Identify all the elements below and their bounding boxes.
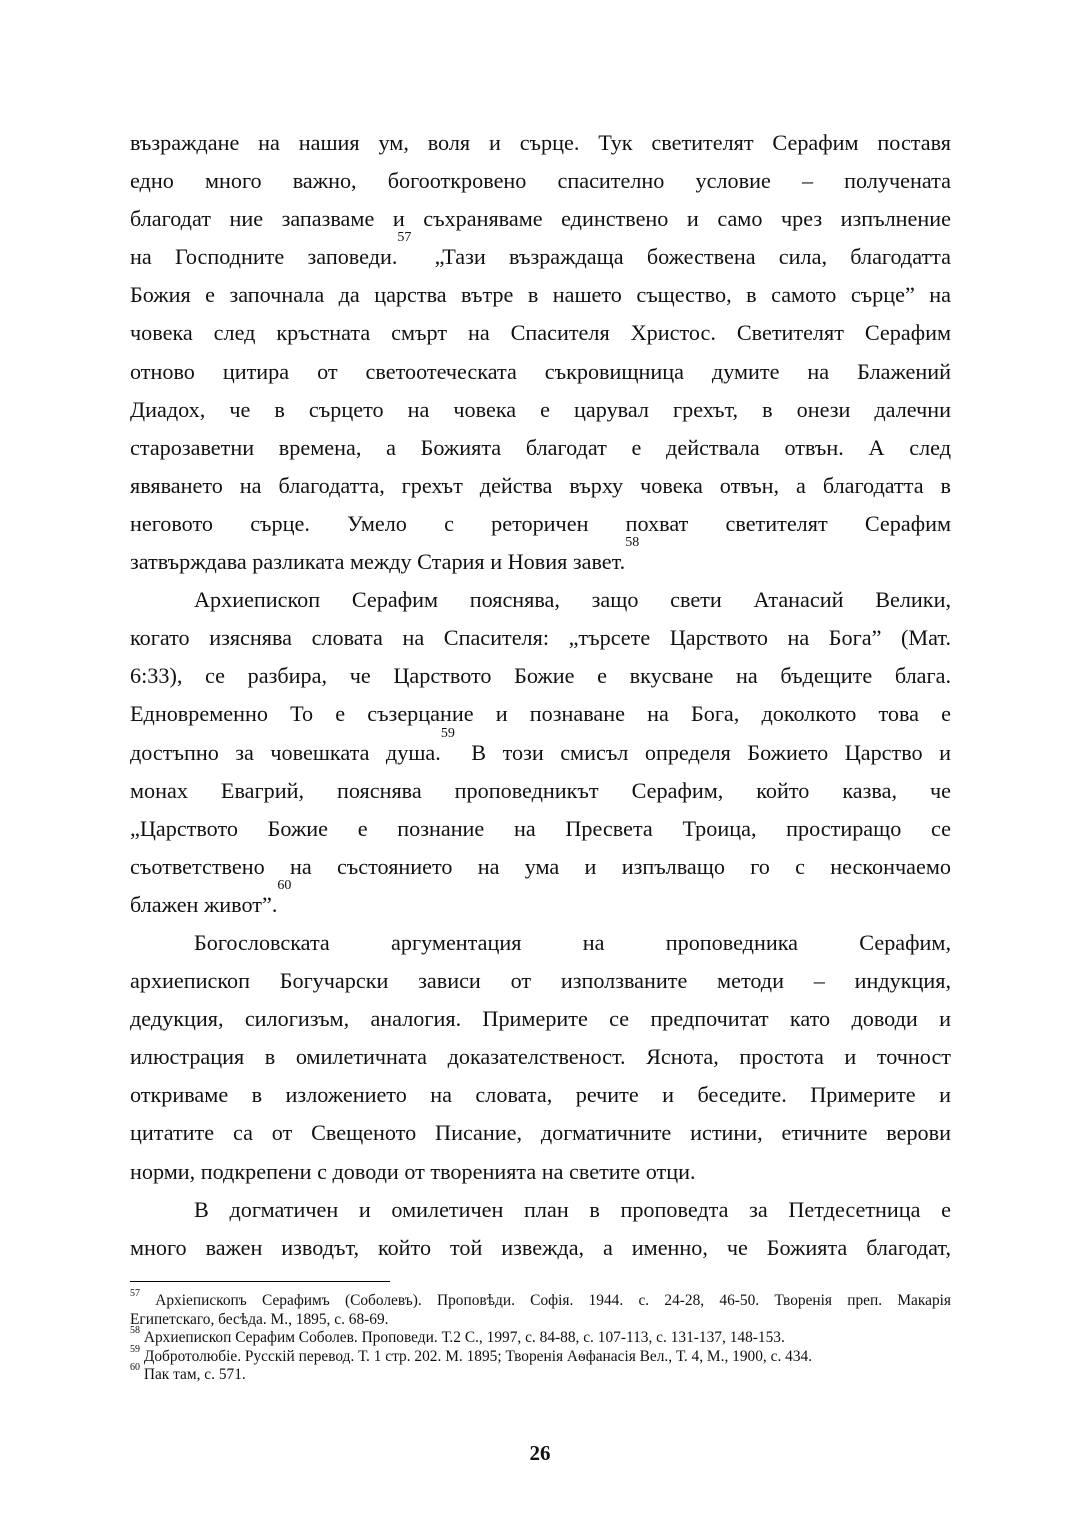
body-line-text: блажен живот”. (130, 891, 278, 917)
footnote-marker[interactable]: 57 (397, 230, 412, 246)
footnote-text: Добротолюбіе. Русскій перевод. Т. 1 стр. 202. М. 1895; Творенія Аѳфанасія Вел., Т. 4, М., 1900, с. 434. (140, 1347, 813, 1365)
footnote-text: Египетскаго, бесѣда. М., 1895, с. 68-69. (130, 1310, 389, 1328)
footnote-text: Архиепископ Серафим Соболев. Проповеди. Т.2 С., 1997, с. 84-88, с. 107-113, с. 131-137, 148-153. (140, 1329, 785, 1347)
body-line (130, 1076, 951, 1114)
footnote-number: 60 (130, 1362, 140, 1374)
body-line (130, 848, 951, 886)
page-number: 26 (529, 1441, 551, 1465)
footnote-line (130, 1362, 951, 1385)
body-line-text: на Господните заповеди. (130, 244, 398, 270)
body-line (130, 924, 951, 962)
body-line (130, 1000, 951, 1038)
body-line (130, 276, 951, 314)
body-line (130, 1114, 951, 1152)
footnotes (130, 1288, 951, 1385)
footnote-number: 59 (130, 1343, 140, 1355)
footnote-line (130, 1311, 951, 1330)
footnote-line (130, 1325, 951, 1348)
body-line-text: едно много важно, богооткровено спасително условие – получената (130, 168, 951, 194)
body-line (130, 391, 951, 429)
body-line (130, 535, 951, 581)
body-line-text: В догматичен и омилетичен план в проповедта за Петдесетница е (194, 1196, 951, 1222)
body-line (130, 1229, 951, 1267)
body-line-text: Диадох, че в сърцето на човека е царувал грехът, в онези далечни (130, 396, 951, 422)
body-line-text: човека след кръстната смърт на Спасителя Христос. Светителят Серафим (130, 320, 951, 346)
body-line (130, 962, 951, 1000)
body-line (130, 877, 951, 924)
body-line-text: съответствено на състоянието на ума и изпълващо го с нескончаемо (130, 853, 951, 879)
body-line (130, 695, 951, 733)
body-line (130, 1038, 951, 1076)
body-line (130, 124, 951, 162)
body-line-text: В този смисъл определя Божието Царство и (454, 739, 951, 765)
body-line-text: цитатите са от Свещеното Писание, догматичните истини, етичните верови (130, 1120, 951, 1146)
body-line (130, 772, 951, 810)
body-line (130, 1191, 951, 1229)
body-text (130, 124, 951, 1267)
body-line-text: много важен изводът, който той извежда, а именно, че Божията благодат, (130, 1234, 951, 1260)
body-line-text: достъпно за човешката душа. (130, 739, 441, 765)
body-line-text: илюстрация в омилетичната доказателственост. Яснота, простота и точност (130, 1044, 951, 1070)
footnote-marker[interactable]: 60 (277, 877, 292, 893)
body-line-text: Богословската аргументация на проповедника Серафим, (194, 929, 951, 955)
body-line-text: 6:33), се разбира, че Царството Божие е вкусване на бъдещите блага. (130, 663, 951, 689)
body-line (130, 1153, 951, 1191)
footnote-line (130, 1288, 951, 1311)
body-line (130, 314, 951, 352)
footnote-text: Архіепископъ Серафимъ (Соболевъ). Проповѣди. Софія. 1944. с. 24-28, 46-50. Творенія преп. Макарія (140, 1292, 951, 1309)
body-line-text: монах Евагрий, пояснява проповедникът Серафим, който казва, че (130, 777, 951, 803)
footnote-number: 57 (130, 1288, 140, 1299)
body-line (130, 505, 951, 543)
body-line-text: „Тази възраждаща божествена сила, благодатта (411, 244, 951, 270)
body-line-text: старозаветни времена, а Божията благодат е действала отвън. А след (130, 434, 951, 460)
body-line-text: възраждане на нашия ум, воля и сърце. Тук светителят Серафим поставя (130, 130, 951, 155)
body-line-text: когато изяснява словата на Спасителя: „търсете Царството на Бога” (Мат. (130, 625, 951, 651)
body-line (130, 619, 951, 657)
body-line (130, 353, 951, 391)
body-line-text: норми, подкрепени с доводи от творенията на светите отци. (130, 1158, 696, 1184)
body-line-text: Божия е започнала да царства вътре в нашето същество, в самото сърце” на (130, 282, 951, 308)
body-line-text: затвърждава разликата между Стария и Новия завет. (130, 549, 626, 575)
body-line (130, 200, 951, 238)
footnote-text: Пак там, с. 571. (140, 1366, 246, 1384)
body-line-text: откриваме в изложението на словата, речите и беседите. Примерите и (130, 1082, 951, 1108)
body-line-text: Едновременно То е съзерцание и познаване на Бога, доколкото това е (130, 701, 951, 727)
body-line-text: архиепископ Богучарски зависи от използваните методи – индукция, (130, 968, 951, 994)
body-line-text: благодат ние запазваме и съхраняваме единствено и само чрез изпълнение (130, 206, 951, 232)
body-line-text: „Царството Божие е познание на Пресвета Троица, простиращо се (130, 815, 951, 841)
body-line-text: дедукция, силогизъм, аналогия. Примерите се предпочитат като доводи и (130, 1006, 951, 1032)
footnote-separator (130, 1281, 390, 1282)
footnote-marker[interactable]: 59 (440, 725, 455, 741)
body-line (130, 725, 951, 772)
body-line (130, 581, 951, 619)
body-line (130, 657, 951, 695)
body-line (130, 467, 951, 505)
footnote-number: 58 (130, 1325, 140, 1337)
body-line-text: Архиепископ Серафим пояснява, защо свети Атанасий Велики, (194, 587, 951, 613)
body-line (130, 429, 951, 467)
body-line-text: отново цитира от светоотеческата съкровищница думите на Блажений (130, 358, 951, 384)
body-line (130, 810, 951, 848)
footnote-line (130, 1343, 951, 1367)
body-line-text: неговото сърце. Умело с реторичен похват светителят Серафим (130, 510, 951, 536)
body-line (130, 162, 951, 200)
body-line (130, 230, 951, 276)
footnote-marker[interactable]: 58 (625, 535, 640, 551)
body-line-text: явяването на благодатта, грехът действа върху човека отвън, а благодатта в (130, 472, 951, 498)
